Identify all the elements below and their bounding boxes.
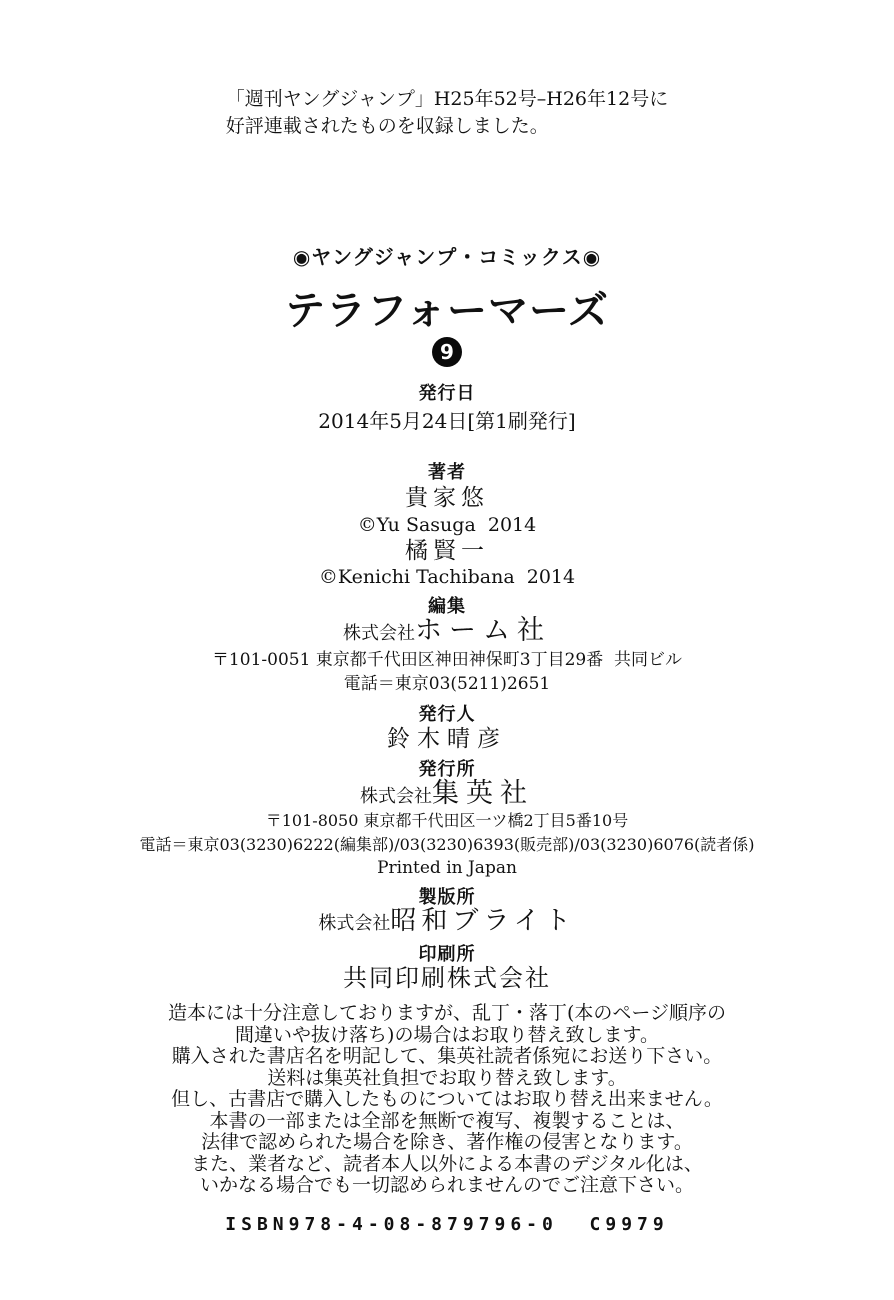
editing-label: 編集 bbox=[428, 596, 466, 617]
notice-line: いかなる場合でも一切認められませんのでご注意下さい。 bbox=[199, 1174, 694, 1196]
plate-making-label: 製版所 bbox=[418, 887, 476, 908]
plate-making-company bbox=[0, 904, 894, 941]
company-name: ホーム社 bbox=[415, 615, 551, 646]
notice-line: 送料は集英社負担でお取り替え致します。 bbox=[267, 1066, 627, 1089]
company-name: 昭和ブライト bbox=[390, 906, 576, 936]
serialization-note bbox=[0, 86, 894, 140]
printing-company: 共同印刷株式会社 bbox=[343, 964, 551, 992]
editing-company bbox=[0, 614, 894, 651]
isbn-line: ISBN978-4-08-879796-0 C9979 bbox=[225, 1214, 669, 1235]
author-copyright: ©Yu Sasuga 2014 bbox=[357, 514, 537, 536]
issuer-name: 鈴木晴彦 bbox=[387, 726, 507, 752]
notice-line: 法律で認められた場合を除き、著作権の侵害となります。 bbox=[201, 1131, 693, 1153]
notice-line: 本書の一部または全部を無断で複写、複製することは、 bbox=[209, 1109, 685, 1132]
company-prefix: 株式会社 bbox=[318, 913, 391, 934]
book-title: テラフォーマーズ bbox=[285, 288, 609, 334]
issue-date-label: 発行日 bbox=[418, 383, 476, 404]
publisher-phone: 電話＝東京03(3230)6222(編集部)/03(3230)6393(販売部)/03(3230)6076(読者係) bbox=[139, 835, 755, 854]
notice-line: 造本には十分注意しておりますが、乱丁・落丁(本のページ順序の bbox=[167, 1002, 727, 1024]
series-label: ◉ヤングジャンプ・コミックス◉ bbox=[292, 245, 602, 269]
notice-line: 但し、古書店で購入したものについてはお取り替え出来ません。 bbox=[171, 1088, 723, 1110]
volume-badge bbox=[432, 337, 462, 367]
publisher-address: 〒101-8050 東京都千代田区一ツ橋2丁目5番10号 bbox=[265, 811, 629, 830]
editing-address: 〒101-0051 東京都千代田区神田神保町3丁目29番 共同ビル bbox=[211, 650, 683, 670]
company-prefix: 株式会社 bbox=[343, 623, 415, 644]
author-name: 橘賢一 bbox=[405, 538, 489, 564]
volume-number: 9 bbox=[440, 340, 454, 364]
printing-label: 印刷所 bbox=[418, 944, 476, 965]
company-prefix: 株式会社 bbox=[360, 786, 432, 807]
author-name: 貴家悠 bbox=[405, 485, 489, 511]
issuer-label: 発行人 bbox=[418, 704, 476, 725]
notice-line: 購入された書店名を明記して、集英社読者係宛にお送り下さい。 bbox=[171, 1045, 723, 1067]
serialization-note-line1: 「週刊ヤングジャンプ」H25年52号–H26年12号に bbox=[225, 88, 669, 110]
replacement-notice bbox=[0, 1003, 894, 1197]
notice-line: また、業者など、読者本人以外による本書のデジタル化は、 bbox=[191, 1152, 703, 1175]
company-name: 集英社 bbox=[432, 778, 534, 809]
publisher-label: 発行所 bbox=[418, 759, 476, 780]
editing-phone: 電話＝東京03(5211)2651 bbox=[343, 674, 551, 694]
volume-row bbox=[0, 337, 894, 367]
notice-line: 間違いや抜け落ち)の場合はお取り替え致します。 bbox=[235, 1023, 659, 1046]
serialization-note-line2: 好評連載されたものを収録しました。 bbox=[225, 115, 549, 137]
author-copyright: ©Kenichi Tachibana 2014 bbox=[318, 566, 576, 588]
authors-label: 著者 bbox=[428, 462, 466, 483]
printed-in-japan-note: Printed in Japan bbox=[377, 858, 517, 878]
issue-date-value: 2014年5月24日[第1刷発行] bbox=[318, 409, 576, 433]
